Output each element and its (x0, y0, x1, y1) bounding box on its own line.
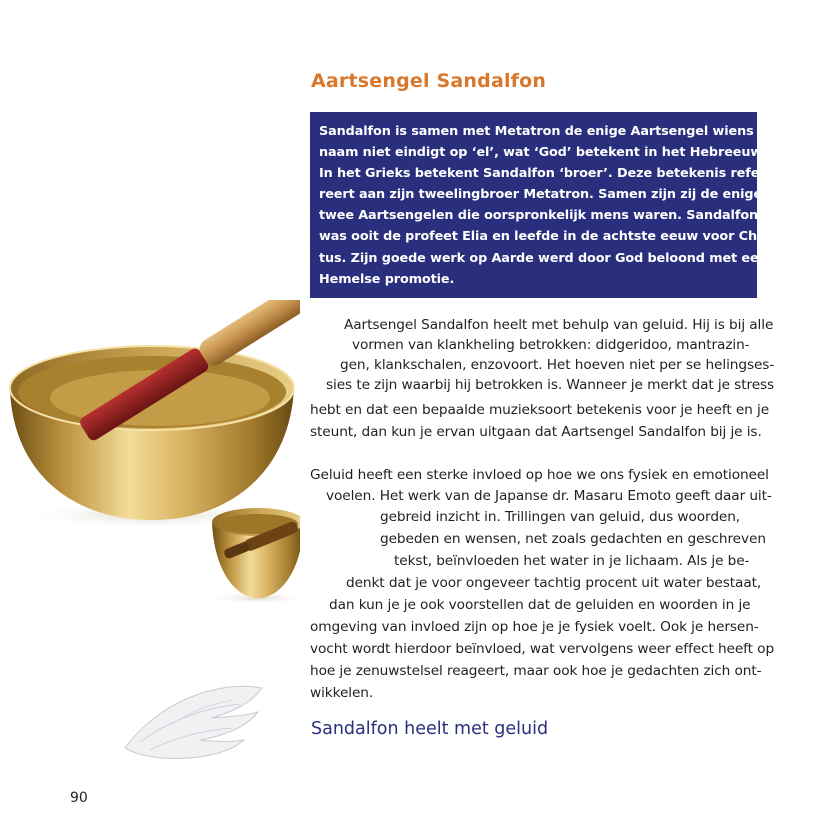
body-text-line: voelen. Het werk van de Japanse dr. Masaru Emoto geeft daar uit- (326, 488, 772, 504)
body-text-line: Aartsengel Sandalfon heelt met behulp van geluid. Hij is bij alle (344, 317, 774, 333)
intro-line: twee Aartsengelen die oorspronkelijk mens waren. Sandalfon (319, 208, 759, 224)
body-text-line: tekst, beïnvloeden het water in je lichaam. Als je be- (394, 553, 750, 569)
body-text-line: denkt dat je voor ongeveer tachtig procent uit water bestaat, (346, 575, 762, 591)
body-text-line: wikkelen. (310, 685, 374, 701)
body-text-line: vocht wordt hierdoor beïnvloed, wat vervolgens weer effect heeft op (310, 641, 775, 657)
body-text-line: omgeving van invloed zijn op hoe je je fysiek voelt. Ook je hersen- (310, 619, 759, 635)
body-text-line: Geluid heeft een sterke invloed op hoe we ons fysiek en emotioneel (310, 467, 769, 483)
body-text-line: gen, klankschalen, enzovoort. Het hoeven niet per se helingses- (340, 357, 775, 373)
angel-wing-icon (125, 686, 262, 758)
intro-box (310, 112, 781, 298)
body-text-line: gebeden en wensen, net zoals gedachten en geschreven (380, 531, 766, 547)
singing-bowls-illustration (0, 300, 300, 780)
page-title: Aartsengel Sandalfon (311, 70, 547, 92)
singing-bowl-large-icon (10, 346, 294, 529)
subheading: Sandalfon heelt met geluid (311, 719, 549, 739)
body-text-line: sies te zijn waarbij hij betrokken is. Wanneer je merkt dat je stress (326, 377, 775, 393)
intro-line: In het Grieks betekent Sandalfon ‘broer’. Deze betekenis refe- (319, 166, 765, 182)
page-number: 90 (70, 790, 88, 806)
intro-line: naam niet eindigt op ‘el’, wat ‘God’ betekent in het Hebreeuws. (319, 145, 775, 161)
body-text-line: hoe je zenuwstelsel reageert, maar ook hoe je gedachten zich ont- (310, 663, 762, 679)
body-text-line: vormen van klankheling betrokken: didgeridoo, mantrazin- (352, 337, 750, 353)
intro-line: tus. Zijn goede werk op Aarde werd door God beloond met een (319, 250, 768, 266)
intro-line: Hemelse promotie. (319, 271, 455, 287)
body-text-line: gebreid inzicht in. Trillingen van geluid, dus woorden, (380, 509, 741, 525)
intro-line: reert aan zijn tweelingbroer Metatron. Samen zijn zij de enige (319, 187, 763, 203)
body-text-line: dan kun je je ook voorstellen dat de geluiden en woorden in je (329, 597, 751, 613)
singing-bowl-small-icon (206, 508, 300, 604)
intro-line: Sandalfon is samen met Metatron de enige Aartsengel wiens (319, 124, 754, 139)
body-text-line: steunt, dan kun je ervan uitgaan dat Aartsengel Sandalfon bij je is. (310, 424, 762, 440)
body-text-line: hebt en dat een bepaalde muzieksoort betekenis voor je heeft en je (310, 402, 770, 418)
intro-line: was ooit de profeet Elia en leefde in de achtste eeuw voor Chris- (319, 229, 781, 245)
